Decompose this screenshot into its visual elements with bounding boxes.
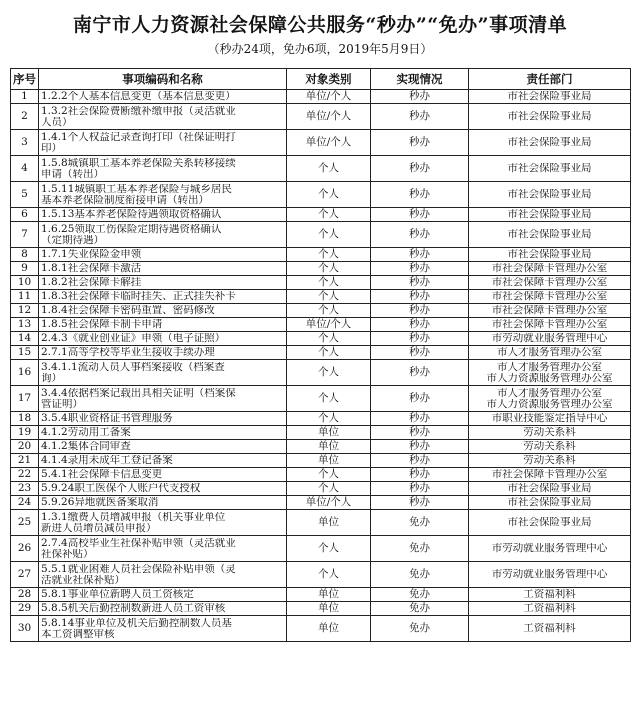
status-cell: 秒办 — [371, 304, 469, 318]
department-cell — [469, 208, 631, 222]
department-line: 市人力资源服务管理办公室 — [486, 398, 613, 410]
department-cell — [469, 222, 631, 248]
department-cell — [469, 346, 631, 360]
row-number: 19 — [11, 426, 39, 440]
department-cell — [469, 262, 631, 276]
row-number: 24 — [11, 496, 39, 510]
item-name-line: 4.1.4录用未成年工登记备案 — [41, 455, 173, 466]
department-cell — [469, 510, 631, 536]
department-line: 市劳动就业服务管理中心 — [491, 543, 608, 554]
item-name-cell — [39, 332, 287, 346]
status-cell: 秒办 — [371, 454, 469, 468]
row-number: 14 — [11, 332, 39, 346]
department-cell — [469, 386, 631, 412]
item-name-line: 人员） — [41, 116, 73, 128]
status-cell: 秒办 — [371, 248, 469, 262]
object-type-cell: 个人 — [287, 222, 371, 248]
table-row — [11, 208, 631, 222]
table-header-row — [11, 69, 631, 90]
department-line: 市人才服务管理办公室 — [497, 347, 602, 358]
department-line: 市社会保险事业局 — [507, 163, 592, 174]
item-name-cell — [39, 562, 287, 588]
status-cell: 秒办 — [371, 208, 469, 222]
header-status: 实现情况 — [371, 69, 469, 90]
item-name-line: 1.8.1社会保障卡激活 — [41, 263, 142, 274]
row-number: 8 — [11, 248, 39, 262]
status-cell: 秒办 — [371, 482, 469, 496]
table-row — [11, 482, 631, 496]
table-row — [11, 130, 631, 156]
table-row — [11, 386, 631, 412]
department-line: 劳动关系科 — [523, 455, 576, 466]
row-number: 17 — [11, 386, 39, 412]
object-type-cell: 个人 — [287, 482, 371, 496]
item-name-line: 5.8.14事业单位及机关后勤控制数人员基 — [41, 617, 232, 629]
status-cell: 秒办 — [371, 386, 469, 412]
department-line: 市社会保险事业局 — [507, 209, 592, 220]
item-name-line: 管证明） — [41, 398, 83, 410]
header-department: 责任部门 — [469, 69, 631, 90]
status-cell: 秒办 — [371, 468, 469, 482]
department-cell — [469, 482, 631, 496]
department-line: 市社会保障卡管理办公室 — [491, 305, 608, 316]
item-name-cell — [39, 182, 287, 208]
table-row — [11, 276, 631, 290]
item-name-line: 4.1.2劳动用工备案 — [41, 427, 131, 438]
item-name-cell — [39, 290, 287, 304]
object-type-cell: 单位/个人 — [287, 90, 371, 104]
object-type-cell: 个人 — [287, 346, 371, 360]
department-line: 市人才服务管理办公室 — [497, 387, 602, 399]
item-name-cell — [39, 90, 287, 104]
department-line: 市社会保险事业局 — [507, 91, 592, 102]
table-row — [11, 496, 631, 510]
row-number: 25 — [11, 510, 39, 536]
department-cell — [469, 304, 631, 318]
row-number: 16 — [11, 360, 39, 386]
department-cell — [469, 562, 631, 588]
status-cell: 秒办 — [371, 276, 469, 290]
row-number: 26 — [11, 536, 39, 562]
row-number: 18 — [11, 412, 39, 426]
object-type-cell: 个人 — [287, 182, 371, 208]
table-row — [11, 360, 631, 386]
item-name-cell — [39, 208, 287, 222]
table-row — [11, 440, 631, 454]
status-cell: 秒办 — [371, 440, 469, 454]
department-line: 市劳动就业服务管理中心 — [491, 333, 608, 344]
item-name-line: 1.3.2社会保险费断缴补缴申报（灵活就业 — [41, 105, 236, 117]
item-name-line: 5.9.24职工医保个人账户代支授权 — [41, 483, 201, 494]
table-row — [11, 156, 631, 182]
item-name-cell — [39, 536, 287, 562]
item-name-cell — [39, 468, 287, 482]
item-name-cell — [39, 276, 287, 290]
table-row — [11, 332, 631, 346]
row-number: 29 — [11, 602, 39, 616]
item-name-cell — [39, 386, 287, 412]
table-row — [11, 248, 631, 262]
table-row — [11, 290, 631, 304]
object-type-cell: 个人 — [287, 536, 371, 562]
status-cell: 秒办 — [371, 318, 469, 332]
item-name-line: 活就业社保补贴） — [41, 574, 125, 586]
department-line: 市社会保险事业局 — [507, 517, 592, 528]
item-name-line: 基本养老保险制度衔接申请（转出） — [41, 194, 209, 206]
header-item-name: 事项编码和名称 — [39, 69, 287, 90]
department-line: 市社会保险事业局 — [507, 137, 592, 148]
department-line: 市社会保险事业局 — [507, 483, 592, 494]
table-row — [11, 426, 631, 440]
object-type-cell: 单位 — [287, 588, 371, 602]
status-cell: 秒办 — [371, 346, 469, 360]
item-name-line: 5.8.5机关后勤控制数新进人员工资审核 — [41, 603, 226, 614]
item-name-line: 申请（转出） — [41, 168, 104, 180]
department-cell — [469, 426, 631, 440]
item-name-cell — [39, 602, 287, 616]
object-type-cell: 个人 — [287, 156, 371, 182]
item-name-line: 2.7.1高等学校等毕业生接收手续办理 — [41, 347, 215, 358]
object-type-cell: 个人 — [287, 276, 371, 290]
department-line: 市人才服务管理办公室 — [497, 361, 602, 373]
department-cell — [469, 616, 631, 642]
row-number: 13 — [11, 318, 39, 332]
row-number: 30 — [11, 616, 39, 642]
department-cell — [469, 360, 631, 386]
table-row — [11, 346, 631, 360]
item-name-line: 印） — [41, 142, 62, 154]
table-row — [11, 304, 631, 318]
item-name-line: 5.4.1社会保障卡信息变更 — [41, 469, 163, 480]
department-line: 劳动关系科 — [523, 427, 576, 438]
status-cell: 秒办 — [371, 426, 469, 440]
item-name-cell — [39, 304, 287, 318]
row-number: 15 — [11, 346, 39, 360]
table-row — [11, 468, 631, 482]
department-cell — [469, 412, 631, 426]
object-type-cell: 单位 — [287, 440, 371, 454]
service-items-table — [10, 68, 631, 642]
object-type-cell: 单位 — [287, 602, 371, 616]
item-name-cell — [39, 248, 287, 262]
department-cell — [469, 90, 631, 104]
table-row — [11, 182, 631, 208]
department-cell — [469, 496, 631, 510]
object-type-cell: 个人 — [287, 468, 371, 482]
item-name-cell — [39, 222, 287, 248]
item-name-cell — [39, 426, 287, 440]
row-number: 3 — [11, 130, 39, 156]
department-cell — [469, 318, 631, 332]
department-cell — [469, 130, 631, 156]
object-type-cell: 个人 — [287, 332, 371, 346]
object-type-cell: 单位 — [287, 454, 371, 468]
item-name-line: 1.8.4社会保障卡密码重置、密码修改 — [41, 305, 215, 316]
item-name-line: 5.9.26异地就医备案取消 — [41, 497, 159, 508]
item-name-line: 2.7.4高校毕业生社保补贴申领（灵活就业 — [41, 537, 236, 549]
object-type-cell: 个人 — [287, 262, 371, 276]
department-line: 市社会保障卡管理办公室 — [491, 263, 608, 274]
table-row — [11, 454, 631, 468]
table-row — [11, 90, 631, 104]
object-type-cell: 单位/个人 — [287, 496, 371, 510]
table-row — [11, 222, 631, 248]
item-name-cell — [39, 496, 287, 510]
status-cell: 免办 — [371, 602, 469, 616]
department-line: 工资福利科 — [523, 623, 576, 634]
department-line: 市社会保障卡管理办公室 — [491, 469, 608, 480]
item-name-line: 1.7.1失业保险金申领 — [41, 249, 142, 260]
row-number: 10 — [11, 276, 39, 290]
department-line: 市劳动就业服务管理中心 — [491, 569, 608, 580]
status-cell: 免办 — [371, 536, 469, 562]
item-name-line: 3.4.1.1流动人员人事档案接收（档案查 — [41, 361, 225, 373]
department-line: 市社会保障卡管理办公室 — [491, 319, 608, 330]
status-cell: 秒办 — [371, 222, 469, 248]
header-number: 序号 — [11, 69, 39, 90]
object-type-cell: 单位/个人 — [287, 104, 371, 130]
status-cell: 秒办 — [371, 412, 469, 426]
row-number: 4 — [11, 156, 39, 182]
table-row — [11, 412, 631, 426]
row-number: 2 — [11, 104, 39, 130]
status-cell: 免办 — [371, 588, 469, 602]
item-name-cell — [39, 104, 287, 130]
department-cell — [469, 454, 631, 468]
object-type-cell: 个人 — [287, 290, 371, 304]
department-cell — [469, 602, 631, 616]
item-name-cell — [39, 616, 287, 642]
item-name-line: 1.4.1个人权益记录查询打印（社保证明打 — [41, 131, 236, 143]
department-line: 市社会保险事业局 — [507, 229, 592, 240]
department-line: 市社会保险事业局 — [507, 189, 592, 200]
item-name-line: 1.5.8城镇职工基本养老保险关系转移接续 — [41, 157, 236, 169]
department-cell — [469, 276, 631, 290]
item-name-line: 1.8.3社会保障卡临时挂失、正式挂失补卡 — [41, 291, 236, 302]
row-number: 28 — [11, 588, 39, 602]
department-cell — [469, 156, 631, 182]
department-line: 市职业技能鉴定指导中心 — [491, 413, 608, 424]
object-type-cell: 单位 — [287, 510, 371, 536]
department-cell — [469, 588, 631, 602]
item-name-line: 5.8.1事业单位新聘人员工资核定 — [41, 589, 194, 600]
status-cell: 免办 — [371, 616, 469, 642]
department-line: 市人力资源服务管理办公室 — [486, 372, 613, 384]
item-name-cell — [39, 588, 287, 602]
table-row — [11, 104, 631, 130]
department-cell — [469, 104, 631, 130]
table-row — [11, 318, 631, 332]
item-name-line: 社保补贴） — [41, 548, 94, 560]
item-name-line: 1.3.1缴费人员增减申报（机关事业单位 — [41, 511, 226, 523]
item-name-cell — [39, 482, 287, 496]
page-title: 南宁市人力资源社会保障公共服务“秒办”“免办”事项清单 — [72, 14, 568, 36]
row-number: 1 — [11, 90, 39, 104]
object-type-cell: 个人 — [287, 562, 371, 588]
department-cell — [469, 248, 631, 262]
item-name-line: 1.5.13基本养老保险待遇领取资格确认 — [41, 209, 222, 220]
table-body — [11, 90, 631, 642]
object-type-cell: 个人 — [287, 304, 371, 318]
department-line: 工资福利科 — [523, 589, 576, 600]
department-line: 市社会保障卡管理办公室 — [491, 277, 608, 288]
item-name-line: 3.4.4依据档案记载出具相关证明（档案保 — [41, 387, 236, 399]
department-line: 市社会保险事业局 — [507, 111, 592, 122]
department-cell — [469, 468, 631, 482]
status-cell: 秒办 — [371, 182, 469, 208]
row-number: 23 — [11, 482, 39, 496]
department-line: 市社会保险事业局 — [507, 497, 592, 508]
item-name-line: 本工资调整审核 — [41, 628, 115, 640]
status-cell: 免办 — [371, 562, 469, 588]
table-row — [11, 536, 631, 562]
department-cell — [469, 290, 631, 304]
object-type-cell: 个人 — [287, 248, 371, 262]
item-name-line: 新进人员增员减员申报） — [41, 522, 157, 534]
item-name-line: 4.1.2集体合同审查 — [41, 441, 131, 452]
department-line: 市社会保险事业局 — [507, 249, 592, 260]
object-type-cell: 个人 — [287, 208, 371, 222]
item-name-line: 1.2.2个人基本信息变更（基本信息变更） — [41, 91, 236, 102]
department-line: 工资福利科 — [523, 603, 576, 614]
table-row — [11, 262, 631, 276]
item-name-line: 1.8.2社会保障卡解挂 — [41, 277, 142, 288]
department-cell — [469, 182, 631, 208]
row-number: 20 — [11, 440, 39, 454]
item-name-line: （定期待遇） — [41, 234, 104, 246]
status-cell: 秒办 — [371, 290, 469, 304]
row-number: 6 — [11, 208, 39, 222]
row-number: 11 — [11, 290, 39, 304]
item-name-cell — [39, 130, 287, 156]
department-line: 市社会保障卡管理办公室 — [491, 291, 608, 302]
item-name-line: 1.8.5社会保障卡制卡申请 — [41, 319, 163, 330]
object-type-cell: 单位/个人 — [287, 318, 371, 332]
object-type-cell: 单位/个人 — [287, 130, 371, 156]
item-name-cell — [39, 156, 287, 182]
table-row — [11, 562, 631, 588]
department-cell — [469, 440, 631, 454]
item-name-cell — [39, 440, 287, 454]
status-cell: 秒办 — [371, 130, 469, 156]
row-number: 5 — [11, 182, 39, 208]
item-name-cell — [39, 360, 287, 386]
table-row — [11, 616, 631, 642]
object-type-cell: 单位 — [287, 616, 371, 642]
status-cell: 秒办 — [371, 156, 469, 182]
table-row — [11, 510, 631, 536]
table-row — [11, 602, 631, 616]
item-name-cell — [39, 510, 287, 536]
item-name-line: 2.4.3《就业创业证》申领（电子证照） — [41, 333, 226, 344]
status-cell: 秒办 — [371, 360, 469, 386]
item-name-cell — [39, 454, 287, 468]
department-cell — [469, 332, 631, 346]
row-number: 7 — [11, 222, 39, 248]
object-type-cell: 单位 — [287, 426, 371, 440]
status-cell: 秒办 — [371, 332, 469, 346]
status-cell: 秒办 — [371, 90, 469, 104]
status-cell: 秒办 — [371, 104, 469, 130]
item-name-cell — [39, 346, 287, 360]
item-name-line: 1.5.11城镇职工基本养老保险与城乡居民 — [41, 183, 232, 195]
item-name-line: 询） — [41, 372, 62, 384]
item-name-line: 5.5.1就业困难人员社会保险补贴申领（灵 — [41, 563, 236, 575]
header-object-type: 对象类别 — [287, 69, 371, 90]
status-cell: 秒办 — [371, 496, 469, 510]
item-name-cell — [39, 412, 287, 426]
row-number: 27 — [11, 562, 39, 588]
row-number: 21 — [11, 454, 39, 468]
department-cell — [469, 536, 631, 562]
item-name-cell — [39, 318, 287, 332]
item-name-line: 1.6.25领取工伤保险定期待遇资格确认 — [41, 223, 222, 235]
status-cell: 秒办 — [371, 262, 469, 276]
object-type-cell: 个人 — [287, 412, 371, 426]
row-number: 9 — [11, 262, 39, 276]
object-type-cell: 个人 — [287, 386, 371, 412]
table-row — [11, 588, 631, 602]
row-number: 12 — [11, 304, 39, 318]
row-number: 22 — [11, 468, 39, 482]
status-cell: 免办 — [371, 510, 469, 536]
page-subtitle: （秒办24项，免办6项，2019年5月9日） — [207, 42, 433, 56]
object-type-cell: 个人 — [287, 360, 371, 386]
department-line: 劳动关系科 — [523, 441, 576, 452]
item-name-cell — [39, 262, 287, 276]
item-name-line: 3.5.4职业资格证书管理服务 — [41, 413, 173, 424]
